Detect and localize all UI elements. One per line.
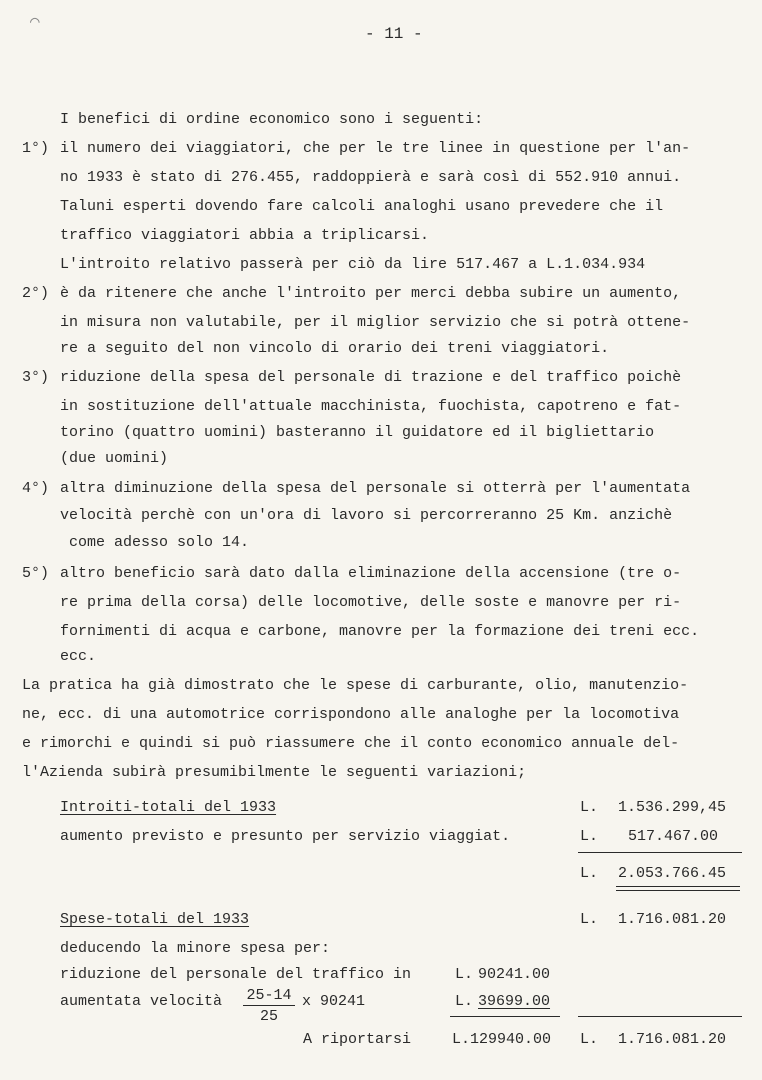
riportarsi-label: A riportarsi (303, 1031, 412, 1048)
item-5-line: fornimenti di acqua e carbone, manovre per la formazione dei treni ecc. (60, 623, 700, 640)
item-5-line: altro beneficio sarà dato dalla eliminazione della accensione (tre o- (60, 565, 682, 582)
subtotal-currency: L. (580, 865, 599, 882)
item-3-line: (due uomini) (60, 450, 169, 467)
aumento-currency: L. (580, 828, 599, 845)
total-rule (578, 1016, 742, 1017)
spese-label: Spese-totali del 1933 (60, 911, 250, 928)
item-2-line: re a seguito del non vincolo di orario dei treni viaggiatori. (60, 340, 610, 357)
introiti-currency: L. (580, 799, 599, 816)
item-1-line: L'introito relativo passerà per ciò da lire 517.467 a L.1.034.934 (60, 256, 646, 273)
velocita-currency: L. (455, 993, 474, 1010)
corner-mark: ⌒ (30, 13, 40, 31)
velocita-multiplier: x 90241 (302, 993, 366, 1010)
item-4-line: altra diminuzione della spesa del personale si otterrà per l'aumentata (60, 480, 691, 497)
sum-rule (578, 852, 742, 853)
item-3-line: torino (quattro uomini) basteranno il guidatore ed il bigliettario (60, 424, 655, 441)
page-number: - 11 - (365, 25, 423, 43)
item-2-number: 2°) (22, 285, 50, 302)
item-1-line: no 1933 è stato di 276.455, raddoppierà e sarà così di 552.910 annui. (60, 169, 682, 186)
velocita-value: 39699.00 (478, 993, 551, 1010)
introiti-value: 1.536.299,45 (618, 799, 727, 816)
velocity-fraction (243, 988, 295, 1024)
item-2-line: in misura non valutabile, per il miglior servizio che si potrà ottene- (60, 314, 691, 331)
double-rule (616, 886, 740, 891)
item-1-line: traffico viaggiatori abbia a triplicarsi. (60, 227, 430, 244)
subtotal-value: 2.053.766.45 (618, 865, 727, 882)
item-1-line: Taluni esperti dovendo fare calcoli analoghi usano prevedere che il (60, 198, 664, 215)
closing-line: l'Azienda subirà presumibilmente le seguenti variazioni; (22, 764, 527, 781)
item-3-number: 3°) (22, 369, 50, 386)
item-5-line: ecc. (60, 648, 97, 665)
item-5-line: re prima della corsa) delle locomotive, delle soste e manovre per ri- (60, 594, 682, 611)
item-1-number: 1°) (22, 140, 50, 157)
item-2-line: è da ritenere che anche l'introito per merci debba subire un aumento, (60, 285, 682, 302)
item-5-number: 5°) (22, 565, 50, 582)
velocita-label: aumentata velocità (60, 993, 223, 1010)
intro-line: I benefici di ordine economico sono i seguenti: (60, 111, 484, 128)
spese-currency: L. (580, 911, 599, 928)
riportarsi-currency: L. (580, 1031, 599, 1048)
riportarsi-value: 1.716.081.20 (618, 1031, 727, 1048)
closing-line: e rimorchi e quindi si può riassumere che il conto economico annuale del- (22, 735, 680, 752)
item-4-line: come adesso solo 14. (60, 534, 250, 551)
partial-rule (450, 1016, 560, 1017)
item-1-line: il numero dei viaggiatori, che per le tre linee in questione per l'an- (60, 140, 691, 157)
item-4-line: velocità perchè con un'ora di lavoro si percorreranno 25 Km. anzichè (60, 507, 673, 524)
item-3-line: riduzione della spesa del personale di trazione e del traffico poichè (60, 369, 682, 386)
fraction-denominator: 25 (259, 1008, 278, 1025)
closing-line: La pratica ha già dimostrato che le spese di carburante, olio, manutenzio- (22, 677, 689, 694)
introiti-label: Introiti-totali del 1933 (60, 799, 277, 816)
item-3-line: in sostituzione dell'attuale macchinista, fuochista, capotreno e fat- (60, 398, 682, 415)
riduzione-currency: L. (455, 966, 474, 983)
fraction-numerator: 25-14 (243, 988, 295, 1006)
aumento-value: 517.467.00 (628, 828, 719, 845)
riduzione-label: riduzione del personale del traffico in (60, 966, 412, 983)
spese-value: 1.716.081.20 (618, 911, 727, 928)
riduzione-value: 90241.00 (478, 966, 551, 983)
item-4-number: 4°) (22, 480, 50, 497)
deducendo-line: deducendo la minore spesa per: (60, 940, 331, 957)
aumento-label: aumento previsto e presunto per servizio viaggiat. (60, 828, 511, 845)
riportarsi-partial: L.129940.00 (452, 1031, 552, 1048)
closing-line: ne, ecc. di una automotrice corrispondono alle analoghe per la locomotiva (22, 706, 680, 723)
